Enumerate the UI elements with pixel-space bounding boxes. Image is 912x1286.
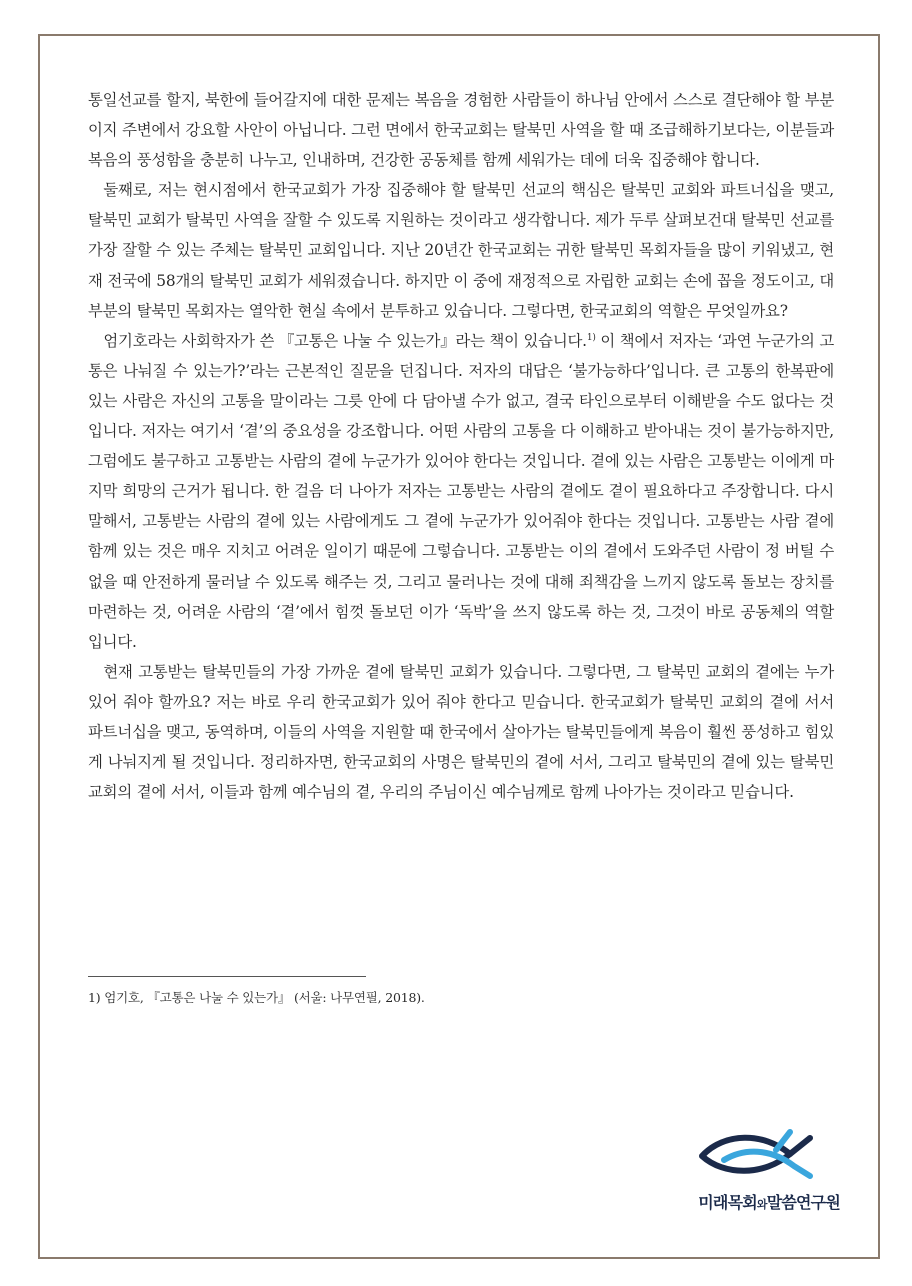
paragraph-3-rest: 이 책에서 저자는 ‘과연 누군가의 고통은 나눠질 수 있는가?’라는 근본적인 질문을 던집니다. 저자의 대답은 ‘불가능하다’입니다. 큰 고통의 한복판에 있는 사람은 자신의 고통을 말이라는 그릇 안에 다 담아낼 수가 없고, 결국 타인으로부터 이해받을 수도 없다는 것입니다. 저자는 여기서 ‘곁’의 중요성을 강조합니다. 어떤 사람의 고통을 다 이해하고 받아내는 것이 불가능하지만, 그럼에도 불구하고 고통받는 사람의 곁에 누군가가 있어야 한다는 것입니다. 곁에 있는 사람은 고통받는 이에게 마지막 희망의 근거가 됩니다. 한 걸음 더 나아가 저자는 고통받는 사람의 곁에도 곁이 필요하다고 주장합니다. 다시 말해서, 고통받는 사람의 곁에 있는 사람에게도 그 곁에 누군가가 있어줘야 한다는 것입니다. 고통받는 사람 곁에 함께 있는 것은 매우 지치고 어려운 일이기 때문에 그렇습니다. 고통받는 이의 곁에서 도와주던 사람이 정 버틸 수 없을 때 안전하게 물러날 수 있도록 해주는 것, 그리고 물러나는 것에 대해 죄책감을 느끼지 않도록 돌보는 장치를 마련하는 것, 어려운 사람의 ‘곁’에서 힘껏 돌보던 이가 ‘독박’을 쓰지 않도록 하는 것, 그것이 바로 공동체의 역할입니다. (88, 331, 834, 651)
footnote: 1) 엄기호, 『고통은 나눌 수 있는가』 (서울: 나무연필, 2018). (88, 990, 425, 1005)
paragraph-3 (88, 326, 834, 657)
logo-text-main: 미래목회 (698, 1193, 757, 1212)
fish-cross-icon (694, 1126, 818, 1182)
footnote-divider (88, 976, 366, 977)
logo-text-end: 말씀연구원 (766, 1193, 840, 1212)
paragraph-2: 둘째로, 저는 현시점에서 한국교회가 가장 집중해야 할 탈북민 선교의 핵심은 탈북민 교회와 파트너십을 맺고, 탈북민 교회가 탈북민 사역을 잘할 수 있도록 지원하는 것이라고 생각합니다. 제가 두루 살펴보건대 탈북민 선교를 가장 잘할 수 있는 주체는 탈북민 교회입니다. 지난 20년간 한국교회는 귀한 탈북민 목회자들을 많이 키워냈고, 현재 전국에 58개의 탈북민 교회가 세워졌습니다. 하지만 이 중에 재정적으로 자립한 교회는 손에 꼽을 정도이고, 대부분의 탈북민 목회자는 열악한 현실 속에서 분투하고 있습니다. 그렇다면, 한국교회의 역할은 무엇일까요? (88, 181, 834, 320)
footnote-reference[interactable]: 1) (586, 332, 596, 343)
paragraph-1: 통일선교를 할지, 북한에 들어갈지에 대한 문제는 복음을 경험한 사람들이 하나님 안에서 스스로 결단해야 할 부분이지 주변에서 강요할 사안이 아닙니다. 그런 면에서 한국교회는 탈북민 사역을 할 때 조급해하기보다는, 이분들과 복음의 풍성함을 충분히 나누고, 인내하며, 건강한 공동체를 함께 세워가는 데에 더욱 집중해야 합니다. (88, 91, 834, 170)
organization-logo (672, 1126, 842, 1216)
article-body (88, 85, 834, 807)
logo-text-small: 와 (756, 1198, 767, 1211)
logo-wordmark (672, 1190, 840, 1213)
paragraph-4: 현재 고통받는 탈북민들의 가장 가까운 곁에 탈북민 교회가 있습니다. 그렇다면, 그 탈북민 교회의 곁에는 누가 있어 줘야 할까요? 저는 바로 우리 한국교회가 있어 줘야 한다고 믿습니다. 한국교회가 탈북민 교회의 곁에 서서 파트너십을 맺고, 동역하며, 이들의 사역을 지원할 때 한국에서 살아가는 탈북민들에게 복음이 훨씬 풍성하고 힘있게 나눠지게 될 것입니다. 정리하자면, 한국교회의 사명은 탈북민의 곁에 서서, 그리고 탈북민의 곁에 있는 탈북민 교회의 곁에 서서, 이들과 함께 예수님의 곁, 우리의 주님이신 예수님께로 함께 나아가는 것이라고 믿습니다. (88, 662, 834, 802)
paragraph-3-intro: 엄기호라는 사회학자가 쓴 『고통은 나눌 수 있는가』라는 책이 있습니다. (103, 331, 587, 350)
